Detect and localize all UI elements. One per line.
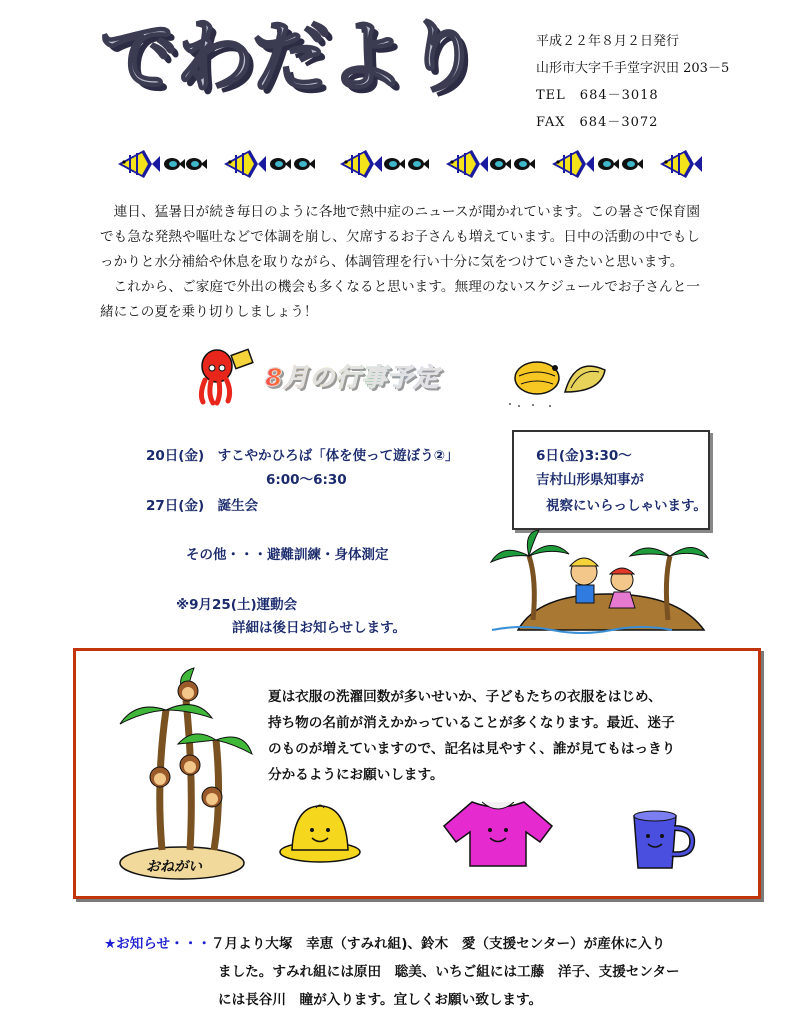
box-line-3: 視察にいらっしゃいます。 bbox=[546, 498, 707, 514]
notice-text bbox=[268, 684, 738, 788]
fish-icon bbox=[340, 150, 382, 178]
announcement-label: ★お知らせ・・・ bbox=[104, 936, 211, 952]
fish-icon bbox=[224, 150, 266, 178]
island-kids-icon bbox=[488, 530, 710, 640]
issue-date: 平成２２年８月２日発行 bbox=[536, 34, 680, 49]
header-info bbox=[536, 28, 729, 136]
notice-line-2: 持ち物の名前が消えかかっていることが多くなります。最近、迷子 bbox=[268, 715, 675, 731]
announcement-line-1: ７月より大塚 幸恵（すみれ組)、鈴木 愛（支援センター）が産休に入り bbox=[210, 936, 666, 952]
hat-icon bbox=[278, 800, 362, 866]
announcement-line-2: ました。すみれ組には原田 聡美、いちご組には工藤 洋子、支援センター bbox=[218, 964, 680, 980]
sports-day: ※9月25(土)運動会 bbox=[176, 597, 298, 613]
event-other: その他・・・避難訓練・身体測定 bbox=[186, 547, 389, 563]
events-banner: 8月の行事予定 bbox=[265, 358, 439, 394]
octopus-icon bbox=[195, 346, 257, 408]
tel: TEL 684－3018 bbox=[536, 88, 659, 103]
notice-line-3: のものが増えていますので、記名は見やすく、誰が見てもはっきり bbox=[268, 741, 676, 757]
cup-icon bbox=[628, 806, 700, 872]
onegai-label: おねがい bbox=[146, 859, 202, 875]
newsletter-title: でわだより bbox=[100, 13, 481, 103]
fish-decoration-row bbox=[118, 147, 703, 181]
fish-icon bbox=[118, 150, 160, 178]
intro-paragraph bbox=[100, 200, 700, 325]
announcement-line-3: には長谷川 瞳が入ります。宜しくお願い致します。 bbox=[218, 992, 543, 1008]
box-line-1: 6日(金)3:30～ bbox=[536, 448, 632, 464]
hermit-crab-icon bbox=[505, 348, 615, 410]
announcement bbox=[104, 930, 744, 1014]
monkeys-palm-icon bbox=[112, 655, 257, 880]
sports-day-detail: 詳細は後日お知らせします。 bbox=[232, 620, 407, 636]
notice-line-4: 分かるようにお願いします。 bbox=[268, 767, 444, 783]
event-2: 27日(金) 誕生会 bbox=[146, 498, 259, 514]
box-line-2: 吉村山形県知事が bbox=[536, 472, 644, 488]
event-1-time: 6:00～6:30 bbox=[266, 472, 347, 488]
intro-p1: 連日、猛暑日が続き毎日のように各地で熱中症のニュースが聞かれています。この暑さで保育園でも急な発熱や嘔吐などで体調を崩し、欠席するお子さんも増えています。日中の活動の中でもしっかりと水分補給や休息を取りながら、体調管理を行い十分に気をつけていきたいと思います。 bbox=[100, 204, 700, 270]
fish-icon bbox=[660, 150, 702, 178]
notice-line-1: 夏は衣服の洗濯回数が多いせいか、子どもたちの衣服をはじめ、 bbox=[268, 689, 662, 705]
fish-icon bbox=[552, 150, 594, 178]
fish-icon bbox=[446, 150, 488, 178]
address: 山形市大字千手堂字沢田 203－5 bbox=[536, 61, 730, 76]
fax: FAX 684－3072 bbox=[536, 115, 659, 130]
intro-p2: これから、ご家庭で外出の機会も多くなると思います。無理のないスケジュールでお子さんと一緒にこの夏を乗り切りしましょう！ bbox=[100, 279, 700, 320]
shirt-icon bbox=[442, 796, 554, 868]
event-1: 20日(金) すこやかひろば「体を使って遊ぼう②」 bbox=[146, 448, 459, 464]
